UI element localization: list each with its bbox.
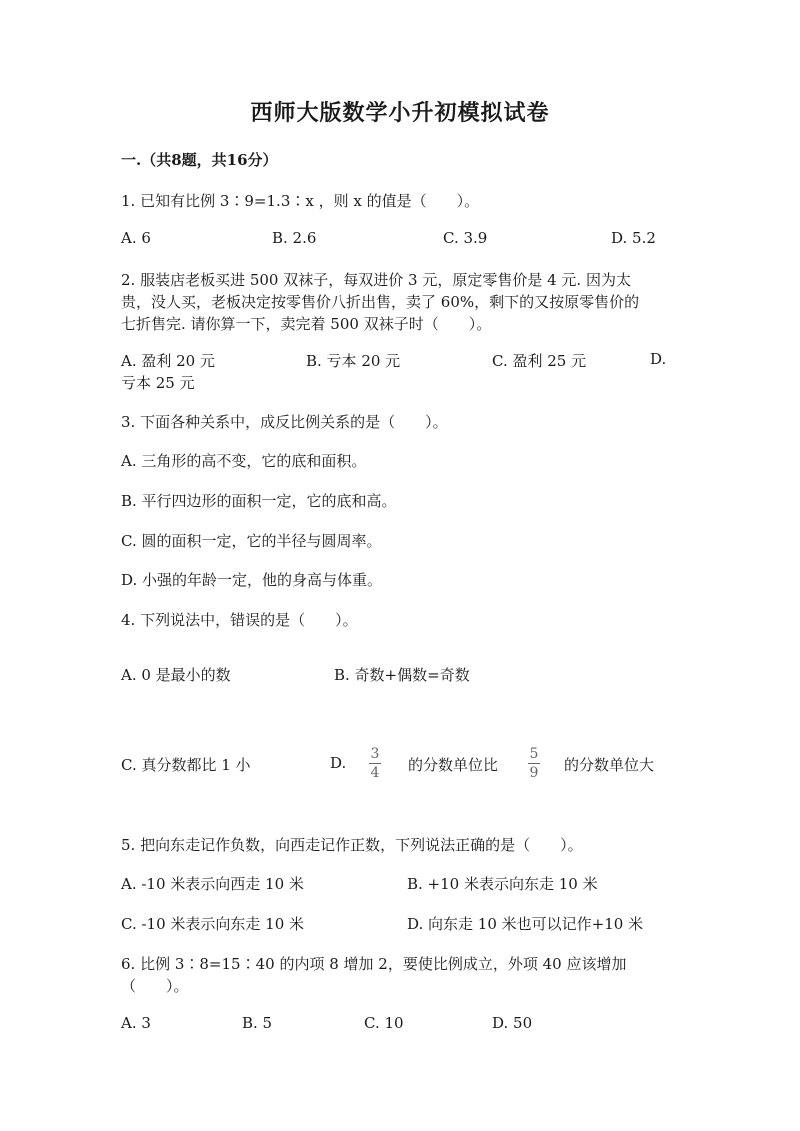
question-2-option-b: B. 亏本 20 元 xyxy=(306,352,401,370)
question-6-option-b: B. 5 xyxy=(242,1014,273,1032)
question-4-stem: 4. 下列说法中，错误的是（ ）。 xyxy=(121,611,358,629)
question-2-stem-line-2: 贵，没人买，老板决定按零售价八折出售，卖了 60%，剩下的又按原零售价的 xyxy=(121,293,640,311)
question-4-option-b: B. 奇数+偶数=奇数 xyxy=(334,666,470,684)
section-heading: 一.（共8题，共16分） xyxy=(121,151,278,169)
question-3-stem: 3. 下面各种关系中，成反比例关系的是（ ）。 xyxy=(121,413,448,431)
fraction-numerator: 3 xyxy=(370,746,380,762)
question-4-option-d-end: 的分数单位大 xyxy=(564,756,655,774)
question-2-option-d-text: 亏本 25 元 xyxy=(121,374,195,392)
question-2-option-c: C. 盈利 25 元 xyxy=(492,352,587,370)
fraction-denominator: 4 xyxy=(370,765,380,781)
question-5-option-b: B. +10 米表示向东走 10 米 xyxy=(407,875,598,893)
question-1-option-a: A. 6 xyxy=(121,229,151,247)
fraction-numerator: 5 xyxy=(529,746,539,762)
question-4-option-d-middle: 的分数单位比 xyxy=(408,756,499,774)
question-2-option-d-label: D. xyxy=(650,350,667,368)
question-4-option-a: A. 0 是最小的数 xyxy=(121,666,231,684)
question-3-option-b: B. 平行四边形的面积一定，它的底和高。 xyxy=(121,492,397,510)
question-6-option-c: C. 10 xyxy=(364,1014,404,1032)
question-1-option-b: B. 2.6 xyxy=(272,229,317,247)
page-title: 西师大版数学小升初模拟试卷 xyxy=(250,100,550,126)
fraction-bar xyxy=(528,763,540,764)
question-5-option-d: D. 向东走 10 米也可以记作+10 米 xyxy=(407,915,644,933)
question-1-stem: 1. 已知有比例 3∶9=1.3∶x ，则 x 的值是（ ）。 xyxy=(121,192,480,210)
fraction-denominator: 9 xyxy=(529,765,539,781)
question-5-option-a: A. -10 米表示向西走 10 米 xyxy=(121,875,304,893)
question-2-stem-line-3: 七折售完. 请你算一下，卖完着 500 双袜子时（ ）。 xyxy=(121,315,492,333)
question-3-option-d: D. 小强的年龄一定，他的身高与体重。 xyxy=(121,571,383,589)
question-5-stem: 5. 把向东走记作负数，向西走记作正数，下列说法正确的是（ ）。 xyxy=(121,836,583,854)
question-6-option-a: A. 3 xyxy=(121,1014,151,1032)
question-3-option-a: A. 三角形的高不变，它的底和面积。 xyxy=(121,452,367,470)
question-6-option-d: D. 50 xyxy=(492,1014,533,1032)
fraction-three-quarters xyxy=(369,746,381,781)
fraction-five-ninths xyxy=(528,746,540,781)
question-6-stem-line-2: （ ）。 xyxy=(121,977,189,995)
question-6-stem-line-1: 6. 比例 3∶8=15∶40 的内项 8 增加 2，要使比例成立，外项 40 应该增加 xyxy=(121,955,627,973)
question-1-option-c: C. 3.9 xyxy=(443,229,488,247)
fraction-bar xyxy=(369,763,381,764)
question-4-option-d-label: D. xyxy=(330,754,347,772)
question-5-option-c: C. -10 米表示向东走 10 米 xyxy=(121,915,305,933)
question-2-option-a: A. 盈利 20 元 xyxy=(121,352,215,370)
question-3-option-c: C. 圆的面积一定，它的半径与圆周率。 xyxy=(121,532,382,550)
question-1-option-d: D. 5.2 xyxy=(611,229,656,247)
question-4-option-c: C. 真分数都比 1 小 xyxy=(121,756,251,774)
question-2-stem-line-1: 2. 服装店老板买进 500 双袜子，每双进价 3 元，原定零售价是 4 元. 因为太 xyxy=(121,271,631,289)
